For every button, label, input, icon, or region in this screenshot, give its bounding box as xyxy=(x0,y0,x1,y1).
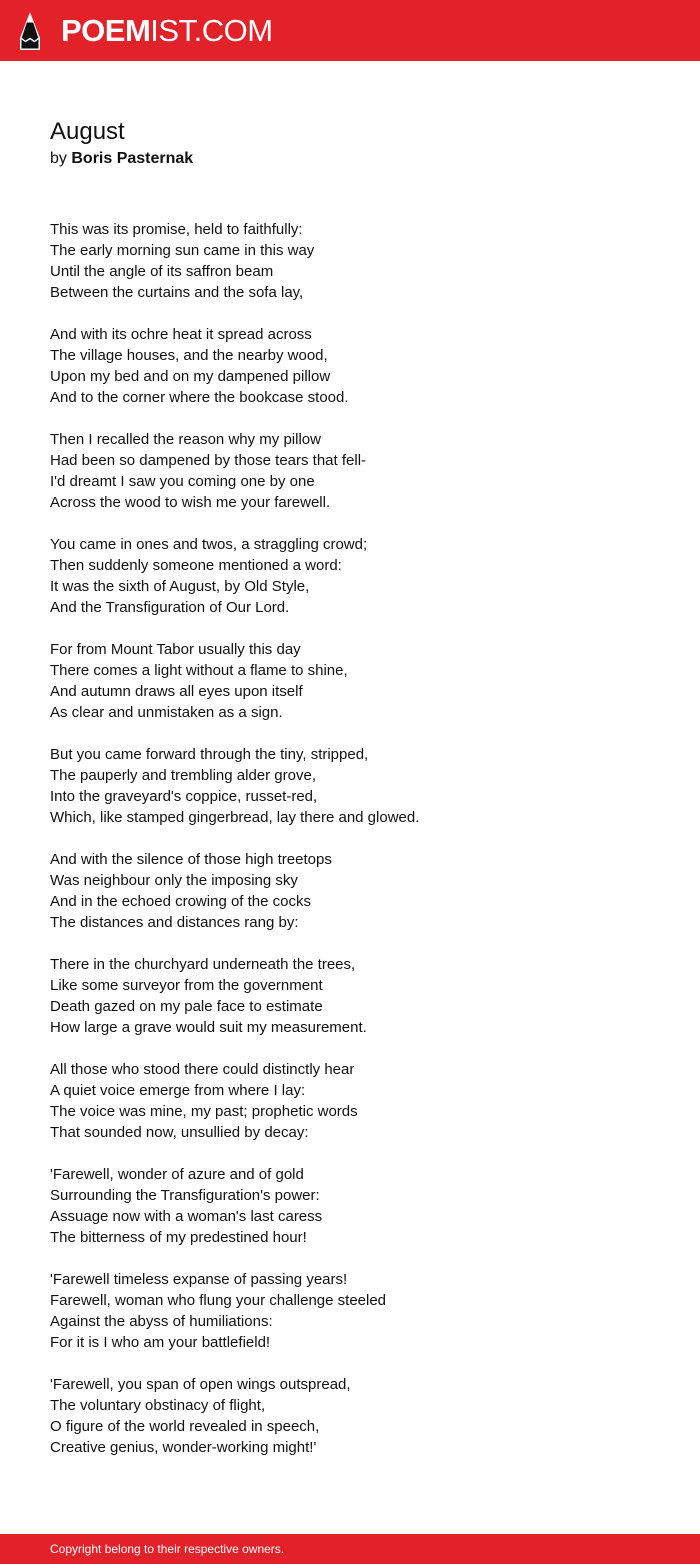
poem-line: The voluntary obstinacy of flight, xyxy=(50,1397,266,1414)
poem-line: And with the silence of those high treetops xyxy=(50,851,332,868)
by-label: by xyxy=(50,150,67,167)
poem-line: 'Farewell timeless expanse of passing years! xyxy=(50,1271,348,1288)
poem-title: August xyxy=(50,118,125,145)
poem-line: For from Mount Tabor usually this day xyxy=(50,641,301,658)
poem-line: The pauperly and trembling alder grove, xyxy=(50,767,316,784)
poem-line: Into the graveyard's coppice, russet-red, xyxy=(50,788,318,805)
copyright-notice: Copyright belong to their respective owners. xyxy=(50,1542,285,1556)
poem-line: And to the corner where the bookcase stood. xyxy=(50,389,349,406)
site-logo-link[interactable] xyxy=(18,10,273,52)
poem-stanza xyxy=(50,1269,670,1353)
poem-line: Surrounding the Transfiguration's power: xyxy=(50,1187,320,1204)
poem-stanza xyxy=(50,429,670,513)
poem-line: Against the abyss of humiliations: xyxy=(50,1313,273,1330)
poem-line: Was neighbour only the imposing sky xyxy=(50,872,298,889)
poem-line: The distances and distances rang by: xyxy=(50,914,299,931)
author-name: Boris Pasternak xyxy=(71,150,194,167)
poem-line: But you came forward through the tiny, stripped, xyxy=(50,746,369,763)
poem-byline xyxy=(50,148,670,170)
poem-line: Upon my bed and on my dampened pillow xyxy=(50,368,331,385)
poem-stanza xyxy=(50,639,670,723)
poem-line: Until the angle of its saffron beam xyxy=(50,263,274,280)
poem-line: Then I recalled the reason why my pillow xyxy=(50,431,321,448)
poem-line: The early morning sun came in this way xyxy=(50,242,315,259)
poem-line: And autumn draws all eyes upon itself xyxy=(50,683,303,700)
poem-line: 'Farewell, wonder of azure and of gold xyxy=(50,1166,304,1183)
poem-stanza xyxy=(50,744,670,828)
poem-line: Then suddenly someone mentioned a word: xyxy=(50,557,342,574)
pencil-icon xyxy=(18,10,42,52)
poem-stanza xyxy=(50,324,670,408)
poem-line: And the Transfiguration of Our Lord. xyxy=(50,599,290,616)
poem-line: 'Farewell, you span of open wings outspread, xyxy=(50,1376,351,1393)
poem-line: All those who stood there could distinctly hear xyxy=(50,1061,355,1078)
poem-line: Across the wood to wish me your farewell. xyxy=(50,494,331,511)
poem-line: This was its promise, held to faithfully: xyxy=(50,221,303,238)
site-footer xyxy=(0,1534,700,1564)
poem-line: The bitterness of my predestined hour! xyxy=(50,1229,307,1246)
poem-line: It was the sixth of August, by Old Style, xyxy=(50,578,310,595)
poem-line: Death gazed on my pale face to estimate xyxy=(50,998,323,1015)
poem-stanza xyxy=(50,534,670,618)
poem-line: As clear and unmistaken as a sign. xyxy=(50,704,283,721)
poem-line: Which, like stamped gingerbread, lay there and glowed. xyxy=(50,809,420,826)
poem-line: Like some surveyor from the government xyxy=(50,977,323,994)
poem-stanza xyxy=(50,849,670,933)
poem-line: The village houses, and the nearby wood, xyxy=(50,347,328,364)
poem-line: How large a grave would suit my measurement. xyxy=(50,1019,367,1036)
poem-line: Assuage now with a woman's last caress xyxy=(50,1208,323,1225)
poem-line: You came in ones and twos, a straggling crowd; xyxy=(50,536,368,553)
poem-stanza xyxy=(50,954,670,1038)
poem-line: The voice was mine, my past; prophetic words xyxy=(50,1103,358,1120)
poem-stanza xyxy=(50,1059,670,1143)
poem-stanza xyxy=(50,219,670,303)
poem-stanza xyxy=(50,1374,670,1458)
poem-line: Farewell, woman who flung your challenge steeled xyxy=(50,1292,387,1309)
site-logo-text xyxy=(61,10,273,52)
poem-line: For it is I who am your battlefield! xyxy=(50,1334,271,1351)
site-header xyxy=(0,0,700,61)
site-logo-bold: POEM xyxy=(61,13,151,48)
poem-line: Had been so dampened by those tears that fell- xyxy=(50,452,367,469)
site-logo-light: IST.COM xyxy=(150,13,273,48)
poem-line: Creative genius, wonder-working might!' xyxy=(50,1439,317,1456)
poem-line: And in the echoed crowing of the cocks xyxy=(50,893,311,910)
poem-line: That sounded now, unsullied by decay: xyxy=(50,1124,309,1141)
poem-line: Between the curtains and the sofa lay, xyxy=(50,284,304,301)
poem-line: And with its ochre heat it spread across xyxy=(50,326,312,343)
poem-line: There in the churchyard underneath the trees, xyxy=(50,956,356,973)
poem-line: A quiet voice emerge from where I lay: xyxy=(50,1082,306,1099)
poem-stanza xyxy=(50,1164,670,1248)
poem-line: There comes a light without a flame to shine, xyxy=(50,662,348,679)
poem-line: O figure of the world revealed in speech, xyxy=(50,1418,320,1435)
poem-text xyxy=(50,219,670,1458)
poem-line: I'd dreamt I saw you coming one by one xyxy=(50,473,315,490)
poem-content xyxy=(50,116,670,1479)
